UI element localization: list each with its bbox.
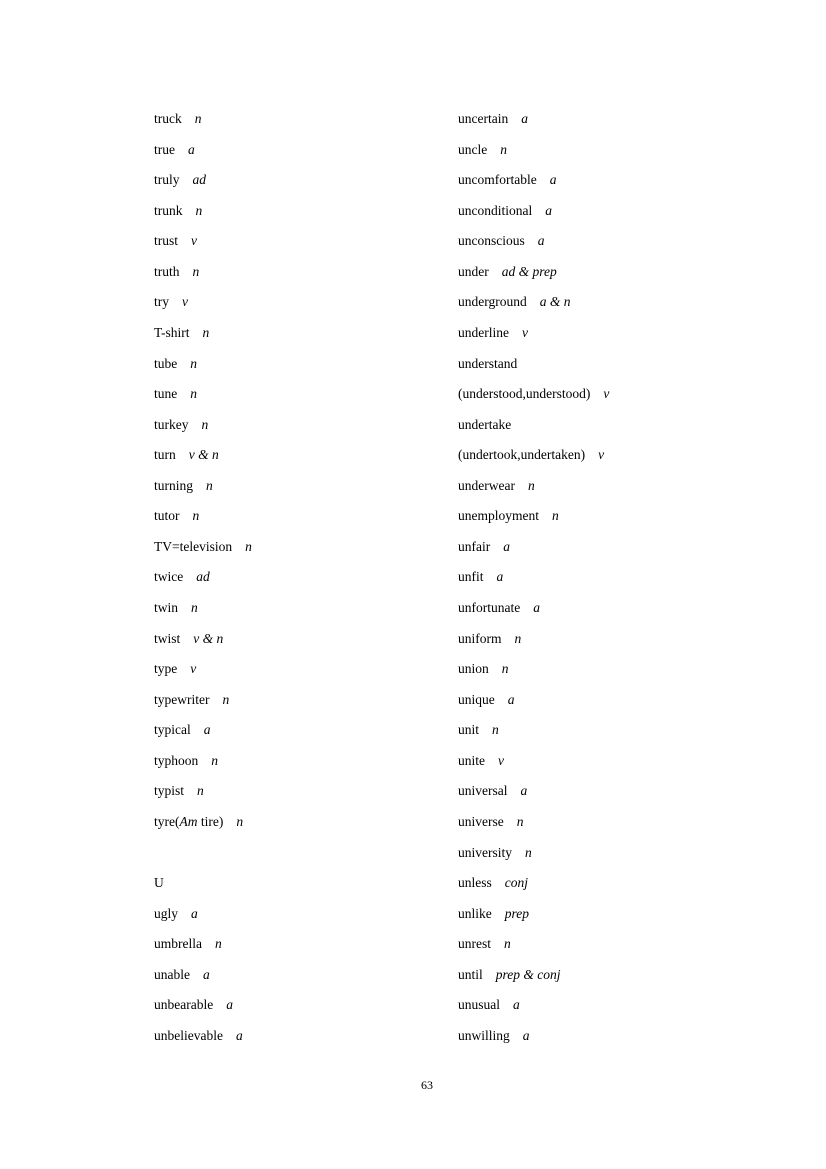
word-entry bbox=[458, 593, 609, 624]
word-text: unbearable bbox=[154, 997, 214, 1013]
word-text: unlike bbox=[458, 905, 492, 921]
part-of-speech: v & n bbox=[193, 630, 224, 646]
word-text: unconscious bbox=[458, 233, 525, 249]
word-entry bbox=[154, 196, 252, 227]
word-entry bbox=[154, 929, 252, 960]
word-text: until bbox=[458, 966, 483, 982]
word-entry bbox=[154, 501, 252, 532]
part-of-speech: v bbox=[521, 324, 528, 340]
part-of-speech: n bbox=[192, 263, 200, 279]
word-text: unless bbox=[458, 875, 492, 891]
word-text: true bbox=[154, 141, 175, 157]
word-entry bbox=[458, 318, 609, 349]
word-text: unusual bbox=[458, 997, 500, 1013]
word-entry bbox=[154, 532, 252, 563]
word-text: union bbox=[458, 661, 489, 677]
word-entry bbox=[458, 807, 609, 838]
word-text: unfit bbox=[458, 569, 484, 585]
word-entry bbox=[458, 257, 609, 288]
section-letter-row bbox=[154, 868, 252, 899]
blank-row bbox=[154, 838, 252, 869]
word-text: turkey bbox=[154, 416, 189, 432]
word-entry bbox=[458, 562, 609, 593]
part-of-speech: conj bbox=[504, 875, 528, 891]
word-entry bbox=[458, 287, 609, 318]
word-entry bbox=[154, 990, 252, 1021]
part-of-speech: a bbox=[520, 783, 528, 799]
word-list-column-left bbox=[154, 104, 252, 1051]
word-entry bbox=[154, 685, 252, 716]
part-of-speech: n bbox=[195, 202, 203, 218]
word-text: unwilling bbox=[458, 1027, 510, 1043]
word-text: ugly bbox=[154, 905, 179, 921]
word-text: TV=television bbox=[154, 538, 233, 554]
word-entry bbox=[458, 135, 609, 166]
word-entry bbox=[154, 165, 252, 196]
part-of-speech: n bbox=[214, 936, 222, 952]
word-text: tyre(Am tire) bbox=[154, 813, 224, 829]
word-text: (undertook,undertaken) bbox=[458, 447, 586, 463]
word-entry bbox=[154, 899, 252, 930]
word-entry bbox=[458, 624, 609, 655]
part-of-speech: a bbox=[496, 569, 504, 585]
word-entry bbox=[154, 593, 252, 624]
part-of-speech: n bbox=[192, 508, 200, 524]
word-entry bbox=[458, 654, 609, 685]
word-entry bbox=[458, 715, 609, 746]
word-entry bbox=[458, 104, 609, 135]
part-of-speech: a bbox=[533, 600, 540, 615]
word-entry bbox=[458, 960, 609, 991]
word-text: unemployment bbox=[458, 508, 539, 524]
word-entry bbox=[154, 410, 252, 441]
part-of-speech: a bbox=[513, 997, 520, 1013]
word-entry bbox=[458, 868, 609, 899]
word-text: understand bbox=[458, 355, 518, 371]
word-entry bbox=[154, 135, 252, 166]
word-text: twice bbox=[154, 569, 184, 585]
word-entry bbox=[458, 838, 609, 869]
word-text: T-shirt bbox=[154, 324, 190, 340]
word-entry bbox=[458, 226, 609, 257]
word-text: truth bbox=[154, 263, 180, 279]
word-entry bbox=[458, 899, 609, 930]
part-of-speech: a bbox=[521, 111, 528, 126]
part-of-speech: n bbox=[202, 324, 210, 340]
part-of-speech: a bbox=[235, 1027, 243, 1043]
part-of-speech: n bbox=[504, 936, 511, 952]
word-entry bbox=[154, 746, 252, 777]
word-entry bbox=[458, 929, 609, 960]
word-text: try bbox=[154, 294, 169, 310]
part-of-speech: a bbox=[203, 722, 211, 738]
word-text: typewriter bbox=[154, 691, 210, 707]
word-text: underline bbox=[458, 324, 509, 340]
word-entry bbox=[154, 654, 252, 685]
page-number: 63 bbox=[421, 1078, 433, 1092]
part-of-speech: n bbox=[514, 630, 522, 646]
word-text: universe bbox=[458, 813, 504, 829]
part-of-speech: a bbox=[503, 538, 510, 554]
part-of-speech: a bbox=[545, 202, 552, 218]
word-entry bbox=[154, 440, 252, 471]
word-entry bbox=[154, 226, 252, 257]
word-entry bbox=[154, 104, 252, 135]
word-text: unfair bbox=[458, 538, 491, 554]
word-entry bbox=[154, 807, 252, 838]
word-text: unite bbox=[458, 752, 485, 768]
word-entry bbox=[458, 165, 609, 196]
word-entry bbox=[458, 1021, 609, 1052]
part-of-speech: prep bbox=[504, 905, 529, 921]
part-of-speech: v bbox=[498, 752, 504, 768]
word-entry bbox=[458, 776, 609, 807]
part-of-speech: ad & prep bbox=[501, 263, 557, 279]
part-of-speech: v bbox=[603, 386, 610, 402]
word-entry bbox=[458, 471, 609, 502]
word-text: unit bbox=[458, 722, 480, 738]
part-of-speech: n bbox=[190, 386, 197, 402]
word-text: uniform bbox=[458, 630, 502, 646]
word-text-italic: Am bbox=[179, 813, 198, 829]
word-entry bbox=[458, 746, 609, 777]
word-text: university bbox=[458, 844, 512, 860]
word-text: typical bbox=[154, 722, 191, 738]
part-of-speech: n bbox=[211, 752, 219, 768]
part-of-speech: n bbox=[222, 691, 230, 707]
part-of-speech: n bbox=[194, 111, 202, 126]
word-entry bbox=[154, 562, 252, 593]
word-entry bbox=[458, 379, 609, 410]
part-of-speech: n bbox=[552, 508, 559, 524]
part-of-speech: prep & conj bbox=[495, 966, 561, 982]
word-text: uncertain bbox=[458, 111, 509, 126]
word-text: uncle bbox=[458, 141, 488, 157]
part-of-speech: n bbox=[236, 813, 244, 829]
word-text: typist bbox=[154, 783, 185, 799]
word-text: typhoon bbox=[154, 752, 199, 768]
word-text: truck bbox=[154, 111, 182, 126]
word-text: underground bbox=[458, 294, 527, 310]
part-of-speech: v bbox=[191, 233, 198, 249]
word-entry bbox=[154, 318, 252, 349]
part-of-speech: v & n bbox=[188, 447, 219, 463]
word-entry bbox=[458, 349, 609, 380]
word-text: tube bbox=[154, 355, 178, 371]
part-of-speech: a bbox=[549, 172, 557, 188]
part-of-speech: a bbox=[203, 966, 210, 982]
word-text: unfortunate bbox=[458, 600, 521, 615]
word-entry bbox=[458, 532, 609, 563]
word-text: tune bbox=[154, 386, 178, 402]
word-entry bbox=[458, 410, 609, 441]
part-of-speech: n bbox=[190, 355, 197, 371]
part-of-speech: ad bbox=[192, 172, 206, 188]
word-text: tutor bbox=[154, 508, 180, 524]
part-of-speech: a bbox=[188, 141, 195, 157]
part-of-speech: a & n bbox=[539, 294, 571, 310]
part-of-speech: a bbox=[522, 1027, 530, 1043]
part-of-speech: n bbox=[525, 844, 532, 860]
word-entry bbox=[154, 379, 252, 410]
word-text: universal bbox=[458, 783, 508, 799]
section-letter-text: U bbox=[154, 875, 164, 891]
part-of-speech: n bbox=[527, 477, 535, 493]
part-of-speech: n bbox=[516, 813, 524, 829]
word-text: underwear bbox=[458, 477, 515, 493]
word-text: unrest bbox=[458, 936, 491, 952]
word-entry bbox=[458, 685, 609, 716]
word-text: truly bbox=[154, 172, 180, 188]
word-text: umbrella bbox=[154, 936, 202, 952]
word-text: unbelievable bbox=[154, 1027, 223, 1043]
word-text: undertake bbox=[458, 416, 512, 432]
part-of-speech: a bbox=[507, 691, 515, 707]
word-text: unable bbox=[154, 966, 190, 982]
part-of-speech: v bbox=[598, 447, 605, 463]
word-text: trust bbox=[154, 233, 179, 249]
word-text: turn bbox=[154, 447, 176, 463]
word-text: unique bbox=[458, 691, 495, 707]
word-text: twist bbox=[154, 630, 181, 646]
part-of-speech: v bbox=[190, 661, 197, 677]
word-list-column-right bbox=[458, 104, 609, 1051]
word-entry bbox=[154, 349, 252, 380]
word-entry bbox=[458, 440, 609, 471]
word-text: trunk bbox=[154, 202, 183, 218]
word-text: unconditional bbox=[458, 202, 533, 218]
part-of-speech: ad bbox=[196, 569, 210, 585]
word-entry bbox=[458, 196, 609, 227]
word-text: uncomfortable bbox=[458, 172, 537, 188]
word-entry bbox=[458, 501, 609, 532]
part-of-speech: n bbox=[201, 416, 209, 432]
part-of-speech: n bbox=[500, 141, 507, 157]
part-of-speech: a bbox=[191, 905, 198, 921]
word-text: under bbox=[458, 263, 489, 279]
word-text: (understood,understood) bbox=[458, 386, 591, 402]
part-of-speech: n bbox=[191, 600, 198, 615]
word-entry bbox=[154, 1021, 252, 1052]
part-of-speech: a bbox=[226, 997, 233, 1013]
word-entry bbox=[154, 715, 252, 746]
part-of-speech: n bbox=[492, 722, 499, 738]
part-of-speech: n bbox=[197, 783, 204, 799]
part-of-speech: n bbox=[245, 538, 252, 554]
part-of-speech: n bbox=[501, 661, 509, 677]
word-entry bbox=[154, 960, 252, 991]
word-text: type bbox=[154, 661, 178, 677]
word-entry bbox=[154, 624, 252, 655]
word-entry bbox=[154, 471, 252, 502]
part-of-speech: v bbox=[182, 294, 188, 310]
part-of-speech: a bbox=[537, 233, 545, 249]
word-text: turning bbox=[154, 477, 193, 493]
word-entry bbox=[458, 990, 609, 1021]
word-entry bbox=[154, 776, 252, 807]
word-entry bbox=[154, 287, 252, 318]
part-of-speech: n bbox=[206, 477, 213, 493]
word-entry bbox=[154, 257, 252, 288]
word-text: twin bbox=[154, 600, 179, 615]
